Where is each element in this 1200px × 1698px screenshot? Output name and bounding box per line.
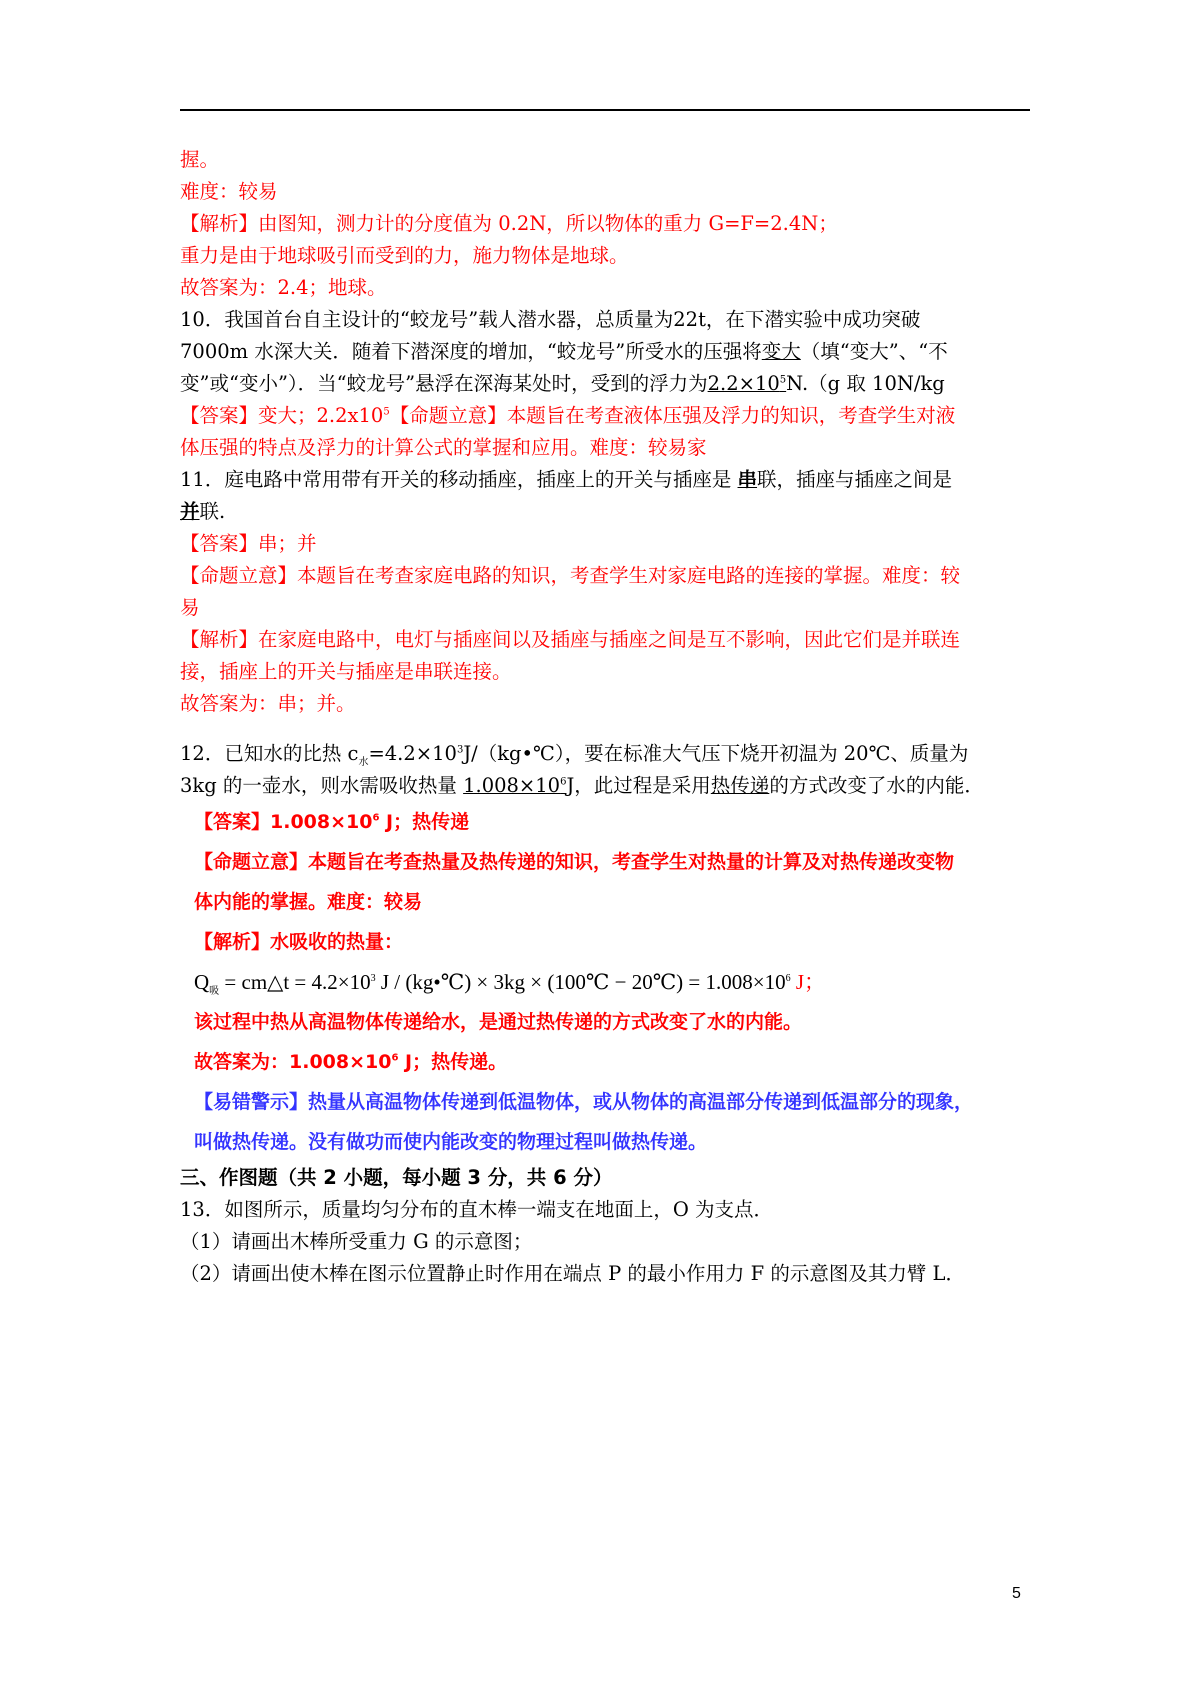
q10-text: （填“变大”、“不 [800,340,948,363]
q12-solution-image [194,802,1038,1162]
q9-answer: 故答案为：2.4；地球。 [180,276,387,299]
q11-text: 联. [199,500,226,523]
q12-answer [194,802,1038,842]
q11-intent-1: 【命题立意】本题旨在考查家庭电路的知识，考查学生对家庭电路的连接的掌握。难度：较 [180,564,961,587]
formula-part: J； [790,970,826,994]
q9-analysis-tag: 【解析】 [180,212,259,235]
q9-analysis [180,208,1038,240]
q11-line-2 [180,496,1038,528]
q11-blank-2: 并 [180,500,200,523]
q12-subscript: 水 [358,756,369,768]
q10-line-5: 体压强的特点及浮力的计算公式的掌握和应用。难度：较易家 [180,436,707,459]
q13-line-3: （2）请画出使木棒在图示位置静止时作用在端点 P 的最小作用力 F 的示意图及其力臂 L． [180,1262,965,1285]
q12-text: J，此过程是采用 [566,774,711,797]
q13-line-2: （1）请画出木棒所受重力 G 的示意图； [180,1230,533,1253]
q9-analysis-text: 由图知，测力计的分度值为 0.2N，所以物体的重力 G=F=2.4N； [258,212,838,235]
q12-final-text: 故答案为：1.008×10 [194,1051,392,1073]
q13-line-1: 13．如图所示，质量均匀分布的直木棒一端支在地面上，O 为支点． [180,1198,773,1221]
page-content [180,144,1038,1290]
q9-line-1: 握。 [180,148,220,171]
q10-line-4 [180,400,1038,432]
q12-line-2 [180,770,1038,802]
q10-answer-exp: 5 [383,406,390,418]
q12-process: 该过程中热从高温物体传递给水，是通过热传递的方式改变了水的内能。 [194,1011,803,1033]
formula-exp: 6 [785,973,791,984]
q12-warning-2: 叫做热传递。没有做功而使内能改变的物理过程叫做热传递。 [194,1131,708,1153]
q11-analysis-1: 【解析】在家庭电路中，电灯与插座间以及插座与插座之间是互不影响，因此它们是并联连 [180,628,961,651]
q10-text: N.（g 取 10N/kg [786,372,945,395]
page-number: 5 [1012,1585,1021,1602]
q12-blank-1-exp: 6 [560,776,567,788]
q11-final: 故答案为：串；并。 [180,692,356,715]
q10-answer: 【答案】变大；2.2x10 [180,404,384,427]
q12-blank-1-base: 1.008×10 [463,774,561,797]
q12-formula [194,962,1038,1002]
q11-analysis-2: 接，插座上的开关与插座是串联连接。 [180,660,512,683]
q10-text: 7000m 水深大关．随着下潜深度的增加，“蛟龙号”所受水的压强将 [180,340,762,363]
formula-part: J / (kg•℃) × 3kg × (100℃ − 20℃) = 1.008×10 [375,970,786,994]
q12-final [194,1042,1038,1082]
q10-intent: 【命题立意】本题旨在考查液体压强及浮力的知识，考查学生对液 [389,404,956,427]
q12-answer-text: 【答案】1.008×10 [194,811,373,833]
spacer [180,720,1038,738]
q10-line-3 [180,368,1038,400]
q12-blank-2: 热传递 [710,774,770,797]
q12-intent-2: 体内能的掌握。难度：较易 [194,891,423,913]
q12-intent-1: 【命题立意】本题旨在考查热量及热传递的知识，考查学生对热量的计算及对热传递改变物 [194,851,955,873]
q12-text: 的方式改变了水的内能． [769,774,984,797]
formula-sub: 吸 [209,986,220,998]
q12-answer-text: J；热传递 [379,811,470,833]
q12-final-text: J；热传递。 [398,1051,508,1073]
q12-line-1 [180,738,1038,770]
q10-blank-2-base: 2.2×10 [707,372,780,395]
q11-text: 联，插座与插座之间是 [757,468,953,491]
section-3-title: 三、作图题（共 2 小题，每小题 3 分，共 6 分） [180,1166,613,1189]
q9-reason: 重力是由于地球吸引而受到的力，施力物体是地球。 [180,244,629,267]
q11-answer: 【答案】串；并 [180,532,317,555]
header-rule [180,109,1030,111]
q10-blank-1: 变大 [761,340,801,363]
q12-text: J/（kg•℃），要在标准大气压下烧开初温为 20℃、质量为 [463,742,969,765]
formula-part: Q [194,970,210,994]
q11-blank-1: 串 [737,468,758,491]
q12-exp: 3 [456,744,464,756]
q10-line-2 [180,336,1038,368]
q12-answer-exp: 6 [372,812,380,824]
formula-part: = cm△t = 4.2×10 [219,970,371,994]
q12-blank-1 [463,774,566,797]
q12-text: =4.2×10 [368,742,457,765]
q12-final-exp: 6 [391,1052,399,1064]
q12-warning-1: 【易错警示】热量从高温物体传递到低温物体，或从物体的高温部分传递到低温部分的现象， [194,1091,974,1113]
formula-exp: 3 [370,973,376,984]
q12-text: 3kg 的一壶水，则水需吸收热量 [180,774,457,797]
q10-line-1: 10．我国首台自主设计的“蛟龙号”载人潜水器，总质量为22t，在下潜实验中成功突破 [180,308,921,331]
q10-text: 变”或“变小”）．当“蛟龙号”悬浮在深海某处时，受到的浮力为 [180,372,708,395]
q10-blank-2-exp: 5 [779,374,787,386]
q12-text: 12．已知水的比热 c [180,742,359,765]
q9-difficulty: 难度：较易 [180,180,278,203]
q12-analysis: 【解析】水吸收的热量： [194,931,404,953]
q11-intent-2: 易 [180,596,200,619]
q11-text: 11．庭电路中常用带有开关的移动插座，插座上的开关与插座是 [180,468,732,491]
q11-line-1 [180,464,1038,496]
q10-blank-2 [708,372,787,395]
